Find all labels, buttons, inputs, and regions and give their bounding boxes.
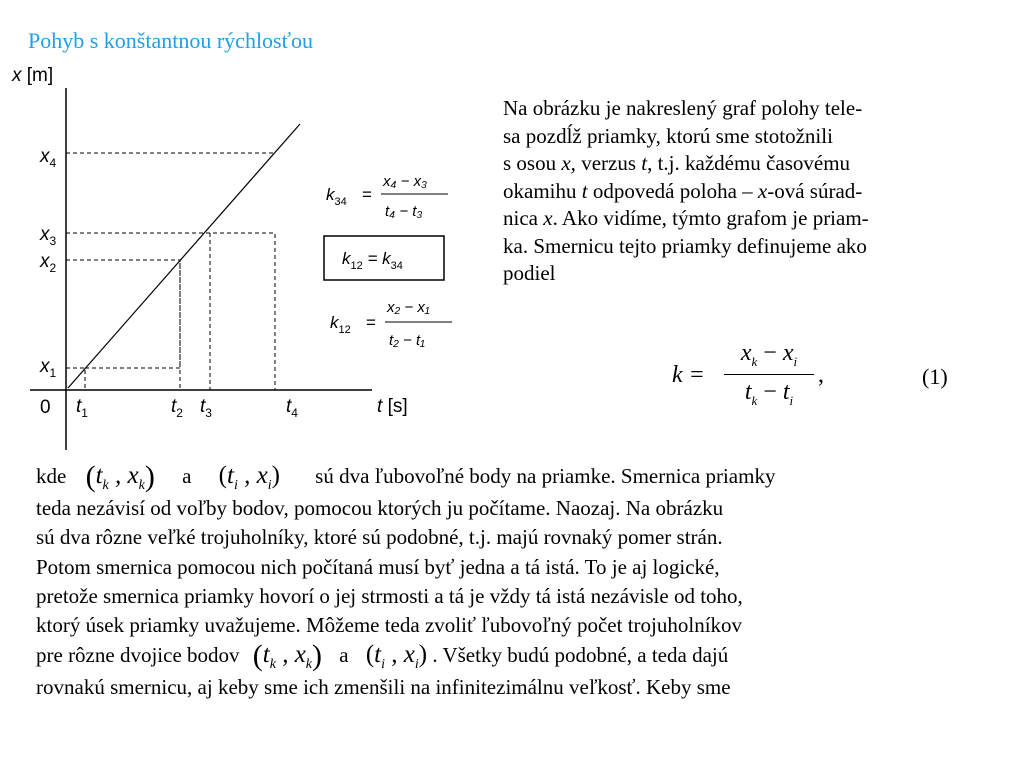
formula-k12 (330, 299, 452, 349)
svg-text:k12: $k_{12}$ (330, 313, 351, 336)
svg-text:x₄ − x₃: x₄ − x₃ (383, 173, 428, 190)
point-i-2: ($t_i$ , $x_i$) (365, 641, 428, 673)
main-paragraph: kde ($t_k$ , $x_k$) a ($t_i$ , $x_i$) sú dva ľubovoľné body na priamke. Smernica priamky teda nezávisí od voľby bodov, pomocou ktorých ju počítame. Naozaj. Na obrázku sú dva rôzne veľké trojuholníky, ktoré sú podobné, t.j. majú rovnaký pomer strán. Potom smernica pomocou nich počítaná musí byť jedna a tá istá. To je aj logické, pretože smernica priamky hovorí o jej strmosti a tá je vždy tá istá nezávisle od toho, ktorý úsek priamky uvažujeme. Môžeme teda zvoliť ľubovoľný počet trojuholníkov pre rôzne dvojice bodov ($t_k$ , $x_k$) a ($t_i$ , $x_i$) . Všetky budú podobné, a teda dajú rovnakú smernicu, aj keby sme ich zmenšili na infinitezimálnu veľkosť. Keby sme (36, 460, 776, 700)
x-axis-label: t [s] (377, 396, 408, 417)
point-k-2: ($t_k$ , $x_k$) (252, 639, 323, 673)
slope-equation: k = $x_k - x_i$ $t_k - t_i$ , (672, 340, 824, 408)
origin-label: 0 (40, 397, 51, 418)
formula-boxed-equal-slopes (324, 236, 444, 280)
y-axis-label: x [m] (12, 65, 54, 86)
svg-text:=: = (366, 313, 376, 332)
y-tick-x3: $x_3$ (40, 224, 57, 248)
y-tick-x4: $x_4$ (40, 146, 57, 170)
x-tick-t2: $t_2$ (171, 396, 183, 420)
point-i: ($t_i$ , $x_i$) (218, 462, 280, 493)
point-k: ($t_k$ , $x_k$) (85, 460, 155, 493)
slide-title: Pohyb s konštantnou rýchlosťou (28, 28, 314, 53)
svg-text:t₂ − t₁: t₂ − t₁ (389, 332, 425, 349)
svg-text:k12 = k34: $k_{12} = k_{34}$ (342, 249, 403, 272)
y-tick-x1: $x_1$ (40, 356, 57, 380)
position-line (68, 124, 300, 388)
svg-text:=: = (362, 185, 372, 204)
intro-paragraph: Na obrázku je nakreslený graf polohy tele- sa pozdĺž priamky, ktorú sme stotožnili s osou x, verzus t, t.j. každému časovému okamihu t odpovedá poloha – x-ová súrad- nica x. Ako vidíme, týmto grafom je priam- ka. Smernicu tejto priamky definujeme ako podiel (503, 96, 869, 285)
x-tick-t1: $t_1$ (76, 396, 88, 420)
position-time-graph (0, 60, 470, 455)
svg-text:k34: $k_{34}$ (326, 185, 347, 208)
x-tick-t3: $t_3$ (200, 396, 212, 420)
equation-number: (1) (922, 364, 948, 389)
y-tick-x2: $x_2$ (40, 251, 57, 275)
svg-text:t₄ − t₃: t₄ − t₃ (385, 203, 423, 220)
x-tick-t4: $t_4$ (286, 396, 298, 420)
formula-k34 (326, 173, 448, 220)
svg-text:x₂ − x₁: x₂ − x₁ (387, 299, 430, 316)
